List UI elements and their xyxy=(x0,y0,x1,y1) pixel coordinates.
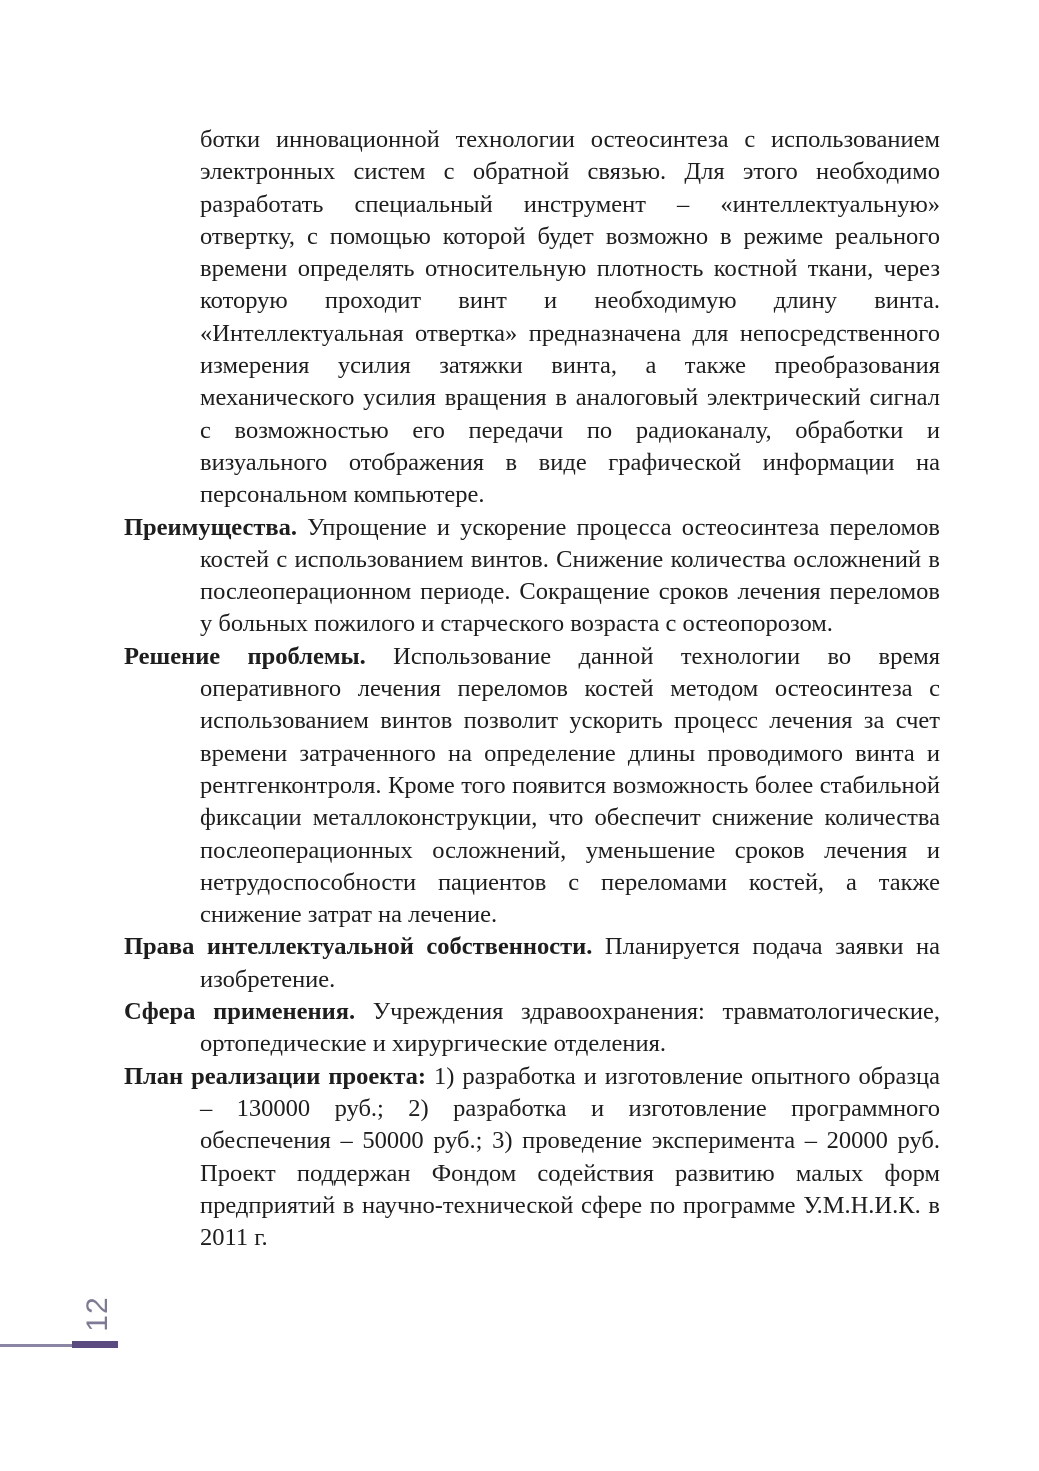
section-term: План реализации проекта: xyxy=(124,1062,427,1090)
section-advantages xyxy=(124,512,940,641)
section-text: Использование данной технологии во время оперативного лечения переломов костей методом остеосинтеза с использованием винтов позволит ускорить процесс лечения за счет времени затраченного на определение длины проводимого винта и рентгенконтроля. Кроме того появится возможность более стабильной фиксации металлоконструкции, что обеспечит снижение количества послеоперационных осложнений, уменьшение сроков лечения и нетрудоспособности пациентов с переломами костей, а также снижение затрат на лечение. xyxy=(200,642,941,929)
section-ip-rights xyxy=(124,931,940,996)
section-text: Упрощение и ускорение процесса остеосинтеза переломов костей с использованием винтов. Снижение количества осложнений в послеоперационном периоде. Сокращение сроков лечения переломов у больных пожилого и старческого возраста с остеопорозом. xyxy=(200,513,940,638)
section-implementation-plan xyxy=(124,1061,940,1255)
section-application-area xyxy=(124,996,940,1061)
section-term: Права интеллектуальной собственности. xyxy=(124,933,593,961)
section-term: Преимущества. xyxy=(124,513,297,541)
section-text: 1) разработка и изготовление опытного образца – 130000 руб.; 2) разработка и изготовление программного обеспечения – 50000 руб.; 3) проведение эксперимента – 20000 руб. Проект поддержан Фондом содействия развитию малых форм предприятий в научно-технической сфере по программе У.М.Н.И.К. в 2011 г. xyxy=(200,1062,940,1252)
page-number: 12 xyxy=(81,1296,114,1332)
section-text: Учреждения здравоохранения: травматологические, ортопедические и хирургические отделения. xyxy=(200,998,940,1058)
intro-paragraph: ботки инновационной технологии остеосинтеза с использованием электронных систем с обратной связью. Для этого необходимо разработать специальный инструмент – «интеллектуальную» отвертку, с помощью которой будет возможно в режиме реального времени определять относительную плотность костной ткани, через которую проходит винт и необходимую длину винта. «Интеллектуальная отвертка» предназначена для непосредственного измерения усилия затяжки винта, а также преобразования механического усилия вращения в аналоговый электрический сигнал с возможностью его передачи по радиоканалу, обработки и визуального отображения в виде графической информации на персональном компьютере. xyxy=(200,126,940,509)
page-divider-accent xyxy=(72,1341,118,1348)
section-term: Решение проблемы. xyxy=(124,642,366,670)
section-text: Планируется подача заявки на изобретение. xyxy=(200,933,940,993)
section-problem-solution xyxy=(124,641,940,932)
document-body xyxy=(124,124,940,1254)
section-term: Сфера применения. xyxy=(124,998,356,1026)
